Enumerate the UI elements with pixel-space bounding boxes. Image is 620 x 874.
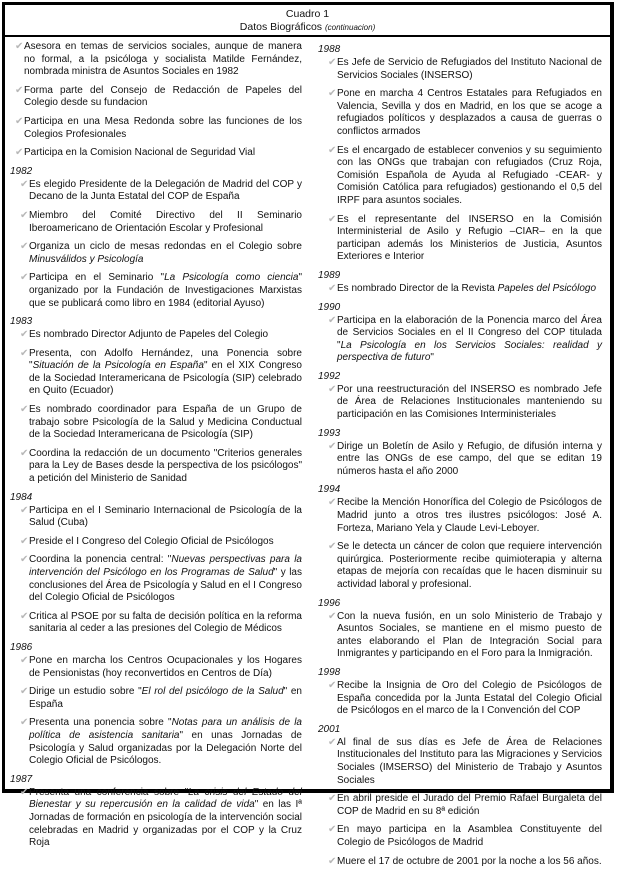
item-text: Es nombrado Director Adjunto de Papeles del Colegio: [29, 329, 269, 341]
list-item: [318, 541, 602, 591]
check-icon: ✔: [328, 440, 337, 452]
item-text: Dirige un estudio sobre "El rol del psicólogo de la Salud" en España: [29, 686, 302, 710]
check-icon: ✔: [20, 178, 29, 190]
table-header: [5, 5, 610, 37]
item-text: Presenta una ponencia sobre "Notas para un análisis de la política de asistencia sanitaria" en unas Jornadas de Psicología y Salud organizadas por la Delegación Norte del Colegio Oficial de Psicólogos.: [29, 717, 302, 767]
check-icon: ✔: [328, 497, 337, 509]
year-section: [318, 484, 602, 591]
check-icon: ✔: [20, 447, 29, 459]
item-text: Asesora en temas de servicios sociales, aunque de manera no formal, a la psicóloga y socialista Matilde Fernández, nombrada ministra de Asuntos Sociales en 1982: [24, 41, 302, 78]
check-icon: ✔: [328, 144, 337, 156]
check-icon: ✔: [20, 504, 29, 516]
check-icon: ✔: [15, 115, 24, 127]
list-item: [318, 145, 602, 208]
check-icon: ✔: [15, 41, 24, 52]
item-text: Miembro del Comité Directivo del II Seminario Iberoamericano de Orientación Escolar y Profesional: [29, 209, 302, 234]
item-text: Se le detecta un cáncer de colon que requiere intervención quirúrgica. Posteriormente recibe quimioterapia y alterna etapas de mejoría con recaídas que le hacen disminuir su actividad laboral y profesional.: [337, 541, 602, 590]
year-heading: 1996: [318, 597, 341, 609]
list-item: [318, 283, 602, 296]
item-text: Critica al PSOE por su falta de decisión política en la reforma sanitaria al ceder a las presiones del Colegio de Médicos: [29, 610, 302, 635]
left-sections: [10, 166, 302, 850]
year-section: [10, 774, 302, 850]
year-heading: 1982: [10, 165, 33, 177]
check-icon: ✔: [20, 717, 29, 729]
item-text: Es el representante del INSERSO en la Comisión Interministerial de Asilo y Refugio –CIAR– en la que participan además los Ministerios de Justicia, Asuntos Exteriores e Interior: [337, 213, 602, 263]
check-icon: ✔: [20, 610, 29, 622]
check-icon: ✔: [328, 88, 337, 100]
list-item: [10, 85, 302, 110]
item-text: Presenta, con Adolfo Hernández, una Ponencia sobre "Situación de la Psicología en España" en el XIX Congreso de la Sociedad Interamericana de Psicología (SIP) celebrado en Quito (Ecuador): [29, 347, 302, 397]
check-icon: ✔: [20, 272, 29, 284]
left-column: [5, 41, 310, 874]
right-column: [310, 41, 610, 874]
list-item: [10, 536, 302, 549]
list-item: [10, 611, 302, 636]
table-subtitle: [5, 21, 610, 34]
year-section: [318, 44, 602, 264]
biographical-table: [2, 2, 614, 867]
item-text: Es nombrado Director de la Revista Papeles del Psicólogo: [337, 282, 597, 294]
item-text: Pone en marcha 4 Centros Estatales para Refugiados en Valencia, Sevilla y dos en Madrid, en los que se acoge a refugiados políticos y desplazados a causa de guerras o conflictos armados: [337, 88, 602, 137]
check-icon: ✔: [20, 654, 29, 666]
list-item: [10, 686, 302, 711]
check-icon: ✔: [20, 329, 29, 341]
list-item: [10, 241, 302, 266]
list-item: [10, 717, 302, 767]
year-heading: 1987: [10, 773, 33, 785]
list-item: [10, 348, 302, 398]
table-title: Cuadro 1: [285, 8, 330, 20]
list-item: [10, 787, 302, 850]
year-heading: 1994: [318, 484, 341, 496]
check-icon: ✔: [328, 679, 337, 691]
item-text: Es nombrado coordinador para España de un Grupo de trabajo sobre Psicología de la Salud y Medicina Conductual de la Sociedad Interamericana de Psicología (SIP): [29, 404, 302, 441]
item-text: Es elegido Presidente de la Delegación de Madrid del COP y Decano de la Junta Estatal del COP de España: [29, 178, 302, 203]
list-item: [318, 497, 602, 535]
list-item: [318, 856, 602, 869]
list-item: [10, 448, 302, 486]
list-item: [10, 210, 302, 235]
year-heading: 1988: [318, 44, 341, 55]
year-section: [318, 428, 602, 479]
check-icon: ✔: [328, 610, 337, 622]
check-icon: ✔: [20, 535, 29, 547]
subtitle-text: Datos Biográficos: [239, 21, 323, 33]
item-text: Pone en marcha los Centros Ocupacionales y los Hogares de Pensionistas (hoy reconvertidos en Centros de Día): [29, 654, 302, 679]
list-item: [318, 315, 602, 365]
year-section: [10, 642, 302, 768]
item-text: Es Jefe de Servicio de Refugiados del Instituto Nacional de Servicios Sociales (INSERSO): [337, 57, 602, 81]
year-section: [318, 724, 602, 868]
item-text: Participa en el I Seminario Internacional de Psicología de la Salud (Cuba): [29, 504, 302, 529]
list-item: [318, 611, 602, 661]
list-item: [10, 404, 302, 442]
check-icon: ✔: [328, 793, 337, 805]
list-item: [318, 793, 602, 818]
check-icon: ✔: [20, 786, 29, 798]
list-item: [318, 57, 602, 82]
list-item: [10, 272, 302, 310]
year-section: [318, 667, 602, 718]
check-icon: ✔: [328, 314, 337, 326]
check-icon: ✔: [20, 404, 29, 416]
check-icon: ✔: [328, 736, 337, 748]
item-text: Recibe la Mención Honorífica del Colegio de Psicólogos de Madrid junto a otros tres ilustres psicólogos: José A. Forteza, Mariano Yela y Claude Levi-Leboyer.: [337, 497, 602, 534]
item-text: Participa en la elaboración de la Ponencia marco del Área de Servicios Sociales en el II Congreso del COP titulada "La Psicología en los Servicios Sociales: realidad y perspectiva de futuro": [337, 314, 602, 364]
item-text: En mayo participa en la Asamblea Constituyente del Colegio de Psicólogos de Madrid: [337, 824, 602, 848]
check-icon: ✔: [15, 147, 24, 159]
check-icon: ✔: [328, 213, 337, 225]
check-icon: ✔: [20, 686, 29, 698]
check-icon: ✔: [328, 57, 337, 68]
item-text: Coordina la redacción de un documento "Criterios generales para la Ley de Bases desde la perspectiva de los psicólogos" a petición del Ministerio de Sanidad: [29, 447, 302, 485]
year-heading: 1986: [10, 641, 33, 653]
item-text: Al final de sus días es Jefe de Área de Relaciones Institucionales del Instituto para las Migraciones y Servicios Sociales (IMSERSO) del Ministerio de Trabajo y Asuntos Sociales: [337, 736, 602, 786]
year-heading: 1989: [318, 269, 341, 281]
list-item: [318, 824, 602, 849]
check-icon: ✔: [20, 241, 29, 253]
year-heading: 2001: [318, 723, 341, 735]
list-item: [10, 41, 302, 79]
year-heading: 1998: [318, 666, 341, 678]
year-section: [10, 492, 302, 636]
list-item: [318, 441, 602, 479]
list-item: [10, 554, 302, 604]
check-icon: ✔: [328, 824, 337, 836]
list-item: [10, 505, 302, 530]
intro-items: [10, 41, 302, 160]
list-item: [318, 214, 602, 264]
table-body: [5, 37, 610, 874]
item-text: Presenta una conferencia sobre "La crisis del Estado del Bienestar y su repercusión en la calidad de vida" en las Iª Jornadas de formación en psicología de la intervención social celebradas en Madrid y organizadas por el COP y la Cruz Roja: [29, 786, 302, 849]
year-heading: 1984: [10, 491, 33, 503]
year-heading: 1993: [318, 427, 341, 439]
subtitle-note: (continuacion): [324, 23, 376, 32]
check-icon: ✔: [328, 282, 337, 294]
item-text: Dirige un Boletín de Asilo y Refugio, de difusión interna y entre las ONGs de ese campo, del que se editan 19 números hasta el año 2000: [337, 440, 602, 477]
check-icon: ✔: [328, 855, 337, 867]
list-item: [318, 88, 602, 138]
check-icon: ✔: [20, 209, 29, 221]
check-icon: ✔: [20, 554, 29, 566]
item-text: Por una reestructuración del INSERSO es nombrado Jefe de Área de Relaciones Institucionales manteniendo su participación en las Comisiones Interministeriales: [337, 383, 602, 421]
check-icon: ✔: [328, 383, 337, 395]
year-section: [318, 270, 602, 296]
year-section: [318, 302, 602, 365]
item-text: Participa en una Mesa Redonda sobre las funciones de los Colegios Profesionales: [24, 115, 302, 140]
list-item: [10, 179, 302, 204]
item-text: En abril preside el Jurado del Premio Rafael Burgaleta del COP de Madrid en su 8ª edición: [337, 793, 602, 817]
item-text: Organiza un ciclo de mesas redondas en el Colegio sobre Minusválidos y Psicología: [29, 241, 302, 265]
check-icon: ✔: [15, 84, 24, 96]
list-item: [10, 329, 302, 342]
item-text: Coordina la ponencia central: "Nuevas perspectivas para la intervención del Psicólogo en los Programas de Salud" y las conclusiones del Área de Psicología y Salud en el I Congreso del Colegio Oficial de Psicólogos: [29, 554, 302, 604]
check-icon: ✔: [20, 347, 29, 359]
year-section: [10, 316, 302, 486]
right-sections: [318, 44, 602, 868]
item-text: Con la nueva fusión, en un solo Ministerio de Trabajo y Asuntos Sociales, se mantiene en el mismo puesto de antes elaborando el Plan de Integración Social para Inmigrantes y participando en el Foro para la Inmigración.: [337, 610, 602, 660]
year-heading: 1992: [318, 370, 341, 382]
item-text: Preside el I Congreso del Colegio Oficial de Psicólogos: [29, 535, 274, 547]
list-item: [318, 737, 602, 787]
list-item: [10, 147, 302, 160]
item-text: Participa en el Seminario "La Psicología como ciencia" organizado por la Fundación de Investigaciones Marxistas que se publicará como libro en 1984 (editorial Ayuso): [29, 272, 302, 309]
item-text: Participa en la Comision Nacional de Seguridad Vial: [24, 147, 256, 159]
year-section: [10, 166, 302, 310]
year-section: [318, 371, 602, 422]
item-text: Muere el 17 de octubre de 2001 por la noche a los 56 años.: [337, 855, 602, 867]
check-icon: ✔: [328, 541, 337, 553]
year-heading: 1990: [318, 301, 341, 313]
item-text: Forma parte del Consejo de Redacción de Papeles del Colegio desde su fundacion: [24, 84, 302, 109]
list-item: [10, 116, 302, 141]
list-item: [10, 655, 302, 680]
list-item: [318, 384, 602, 422]
item-text: Recibe la Insignia de Oro del Colegio de Psicólogos de España concedida por la Junta Estatal del Colegio Oficial de Psicólogos en el marco de la I Convención del COP: [337, 679, 602, 717]
list-item: [318, 680, 602, 718]
item-text: Es el encargado de establecer convenios y su seguimiento con las ONGs que trabajan con refugiados (Cruz Roja, Comisión Española de Ayuda al Refugiado -CEAR- y Comisión Católica para refugiados) gestionando el 0,5 del IRPF para asuntos sociales.: [337, 144, 602, 206]
year-section: [318, 598, 602, 661]
year-heading: 1983: [10, 316, 33, 328]
